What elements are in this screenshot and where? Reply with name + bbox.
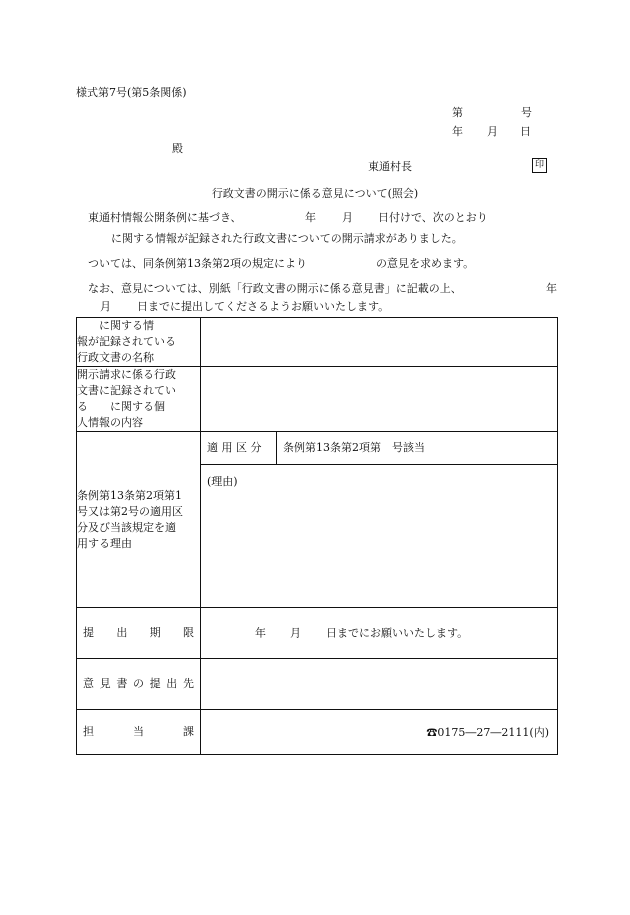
- body-p3-month: 月: [100, 300, 111, 313]
- date-year-label: 年: [452, 125, 463, 138]
- deadline-label-text: [77, 625, 200, 641]
- body-p1-a: 東通村情報公開条例に基づき、: [88, 211, 242, 224]
- dept-char-2: 当: [133, 725, 144, 738]
- deadline-month: 月: [290, 626, 301, 640]
- document-no-label: 第: [452, 106, 463, 119]
- deadline-label: [77, 608, 201, 659]
- department-label-text: [77, 724, 200, 740]
- document-name-label: に関する情 報が記録されている 行政文書の名称: [77, 318, 201, 367]
- deadline-value: 日までにお願いいたします。: [326, 626, 469, 640]
- deadline-char-3: 期: [149, 626, 161, 639]
- application-category-text: 適 用 区 分: [207, 441, 262, 454]
- department-phone: [426, 726, 557, 739]
- application-category-value: 条例第13条第2項第 号該当: [283, 441, 425, 454]
- document-go-label: 号: [521, 106, 532, 119]
- department-field[interactable]: [201, 710, 558, 755]
- dest-char-1: 意: [83, 677, 94, 690]
- deadline-char-2: 出: [116, 626, 128, 639]
- dept-char-1: 担: [83, 725, 94, 738]
- seal-stamp: 印: [532, 158, 547, 173]
- applicable-reason-label: 条例第13条第2項第1 号又は第2号の適用区 分及び当該規定を適 用する理由: [77, 432, 201, 608]
- submission-destination-label: [77, 659, 201, 710]
- sender-name: 東通村長: [368, 160, 412, 173]
- opinion-form-table: [76, 317, 558, 755]
- form-number: 様式第7号(第5条関係): [76, 86, 187, 99]
- deadline-field[interactable]: [201, 608, 558, 659]
- body-p1-month: 月: [342, 211, 353, 224]
- deadline-char-1: 提: [83, 626, 94, 639]
- phone-icon: ☎: [426, 726, 438, 739]
- personal-info-field[interactable]: [201, 367, 558, 432]
- department-label: [77, 710, 201, 755]
- personal-info-label: 開示請求に係る行政 文書に記録されてい る に関する個 人情報の内容: [77, 367, 201, 432]
- submission-destination-field[interactable]: [201, 659, 558, 710]
- reason-label: (理由): [207, 475, 238, 488]
- deadline-year: 年: [255, 626, 266, 640]
- application-category-label: [201, 432, 277, 465]
- dest-char-6: 出: [166, 677, 178, 690]
- dept-char-3: 課: [183, 725, 194, 738]
- dest-char-7: 先: [182, 677, 194, 690]
- document-name-field[interactable]: [201, 318, 558, 367]
- body-p1-day: 日付けで、次のとおり: [378, 211, 488, 224]
- body-p2-a: ついては、同条例第13条第2項の規定により: [88, 257, 307, 270]
- body-p3-a: なお、意見については、別紙「行政文書の開示に係る意見書」に記載の上、: [88, 282, 462, 295]
- body-p3-b: 日までに提出してくださるようお願いいたします。: [137, 300, 390, 313]
- deadline-char-4: 限: [182, 626, 194, 639]
- date-month-label: 月: [487, 125, 498, 138]
- addressee-suffix: 殿: [172, 142, 183, 155]
- application-category-field[interactable]: [277, 432, 558, 465]
- dest-char-5: 提: [149, 677, 161, 690]
- submission-destination-label-text: [77, 676, 200, 692]
- body-p1-b: に関する情報が記録された行政文書についての開示請求がありました。: [111, 232, 463, 245]
- dest-char-2: 見: [99, 677, 111, 690]
- body-p2-b: の意見を求めます。: [376, 257, 475, 270]
- department-phone-number: 0175―27―2111(内): [437, 726, 549, 739]
- body-p1-year: 年: [305, 211, 316, 224]
- body-p3-year: 年: [546, 282, 557, 295]
- dest-char-3: 書: [116, 677, 128, 690]
- reason-field[interactable]: [201, 465, 558, 608]
- page-title: 行政文書の開示に係る意見について(照会): [211, 187, 419, 200]
- dest-char-4: の: [132, 677, 144, 690]
- date-day-label: 日: [520, 125, 531, 138]
